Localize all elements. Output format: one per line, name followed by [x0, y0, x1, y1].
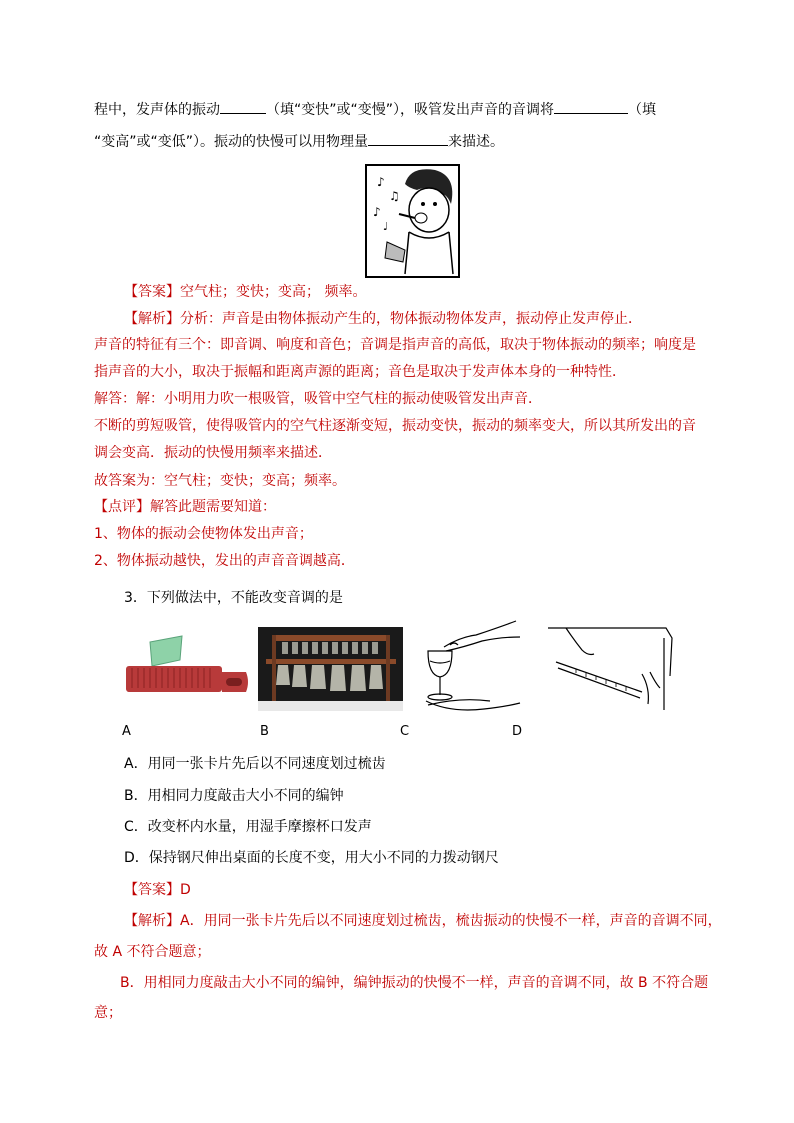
analysis-text: A．用同一张卡片先后以不同速度划过梳齿，梳齿振动的快慢不一样，声音的音调不同，	[180, 913, 722, 929]
svg-text:♪: ♪	[377, 175, 385, 189]
analysis-text: B．用相同力度敲击大小不同的编钟，编钟振动的快慢不一样，声音的音调不同，故 B 不符合题	[120, 975, 709, 991]
analysis-text: 故 A 不符合题意；	[94, 944, 211, 960]
analysis-text: 分析：声音是由物体振动产生的，物体振动物体发声，振动停止发声停止．	[180, 311, 642, 327]
boy-blowing-straw-figure	[365, 164, 460, 278]
svg-text:♪: ♪	[373, 205, 381, 219]
analysis-tag: 【解析】	[124, 311, 180, 327]
text-fragment: （填“变快”或“变慢”），吸管发出声音的音调将	[266, 102, 555, 118]
analysis-tag: 【解析】	[124, 913, 180, 929]
analysis-text: 解答：解：小明用力吹一根吸管，吸管中空气柱的振动使吸管发出声音．	[94, 391, 542, 407]
option-b: B．用相同力度敲击大小不同的编钟	[124, 788, 344, 804]
answer-line	[124, 282, 366, 302]
analysis-text: 声音的特征有三个：即音调、响度和音色；音调是指声音的高低，取决于物体振动的频率；响度是	[94, 337, 696, 353]
comment-text: 解答此题需要知道：	[150, 499, 276, 515]
answer-text: 空气柱；变快；变高； 频率。	[180, 284, 367, 300]
question-stem: 3．下列做法中，不能改变音调的是	[124, 590, 343, 606]
wine-glass-figure	[420, 617, 524, 712]
comment-item: 2、物体振动越快，发出的声音音调越高．	[94, 553, 355, 569]
analysis-text: 故答案为：空气柱；变快；变高；频率。	[94, 473, 346, 489]
analysis-text: 不断的剪短吸管，使得吸管内的空气柱逐渐变短，振动变快，振动的频率变大，所以其所发出的音	[94, 418, 696, 434]
comb-card-figure	[122, 632, 250, 702]
analysis-text: 调会变高．振动的快慢用频率来描述．	[94, 445, 332, 461]
question-line-2	[94, 131, 504, 152]
chime-bells-figure	[258, 627, 403, 711]
answer-text: D	[180, 882, 191, 898]
ruler-table-figure	[546, 624, 674, 710]
text-fragment: “变高”或“变低”）。振动的快慢可以用物理量	[94, 134, 369, 150]
figure-label-b: B	[260, 724, 269, 739]
answer-blank	[554, 99, 628, 114]
comment-tag: 【点评】	[94, 499, 150, 515]
analysis-line	[124, 911, 722, 931]
figure-label-c: C	[400, 724, 410, 739]
analysis-text: 意；	[94, 1005, 122, 1021]
answer-blank	[220, 99, 266, 114]
option-a: A．用同一张卡片先后以不同速度划过梳齿	[124, 756, 386, 772]
svg-text:♩: ♩	[383, 220, 389, 233]
text-fragment: （填	[628, 102, 657, 118]
figure-label-a: A	[122, 724, 131, 739]
comment-line	[94, 497, 276, 517]
answer-tag: 【答案】	[124, 882, 180, 898]
answer-blank	[368, 131, 448, 146]
svg-text:♫: ♫	[389, 189, 400, 203]
comment-item: 1、物体的振动会使物体发出声音；	[94, 526, 313, 542]
analysis-text: 指声音的大小，取决于振幅和距离声源的距离；音色是取决于发声体本身的一种特性．	[94, 364, 626, 380]
option-c: C．改变杯内水量，用湿手摩擦杯口发声	[124, 819, 372, 835]
answer-tag: 【答案】	[124, 284, 180, 300]
analysis-line	[124, 309, 642, 329]
figure-label-d: D	[512, 724, 523, 739]
option-d: D．保持钢尺伸出桌面的长度不变，用大小不同的力拨动钢尺	[124, 850, 499, 866]
answer-line	[124, 880, 191, 900]
text-fragment: 程中，发声体的振动	[94, 102, 220, 118]
text-fragment: 来描述。	[448, 134, 505, 150]
question-line-1	[94, 99, 656, 120]
